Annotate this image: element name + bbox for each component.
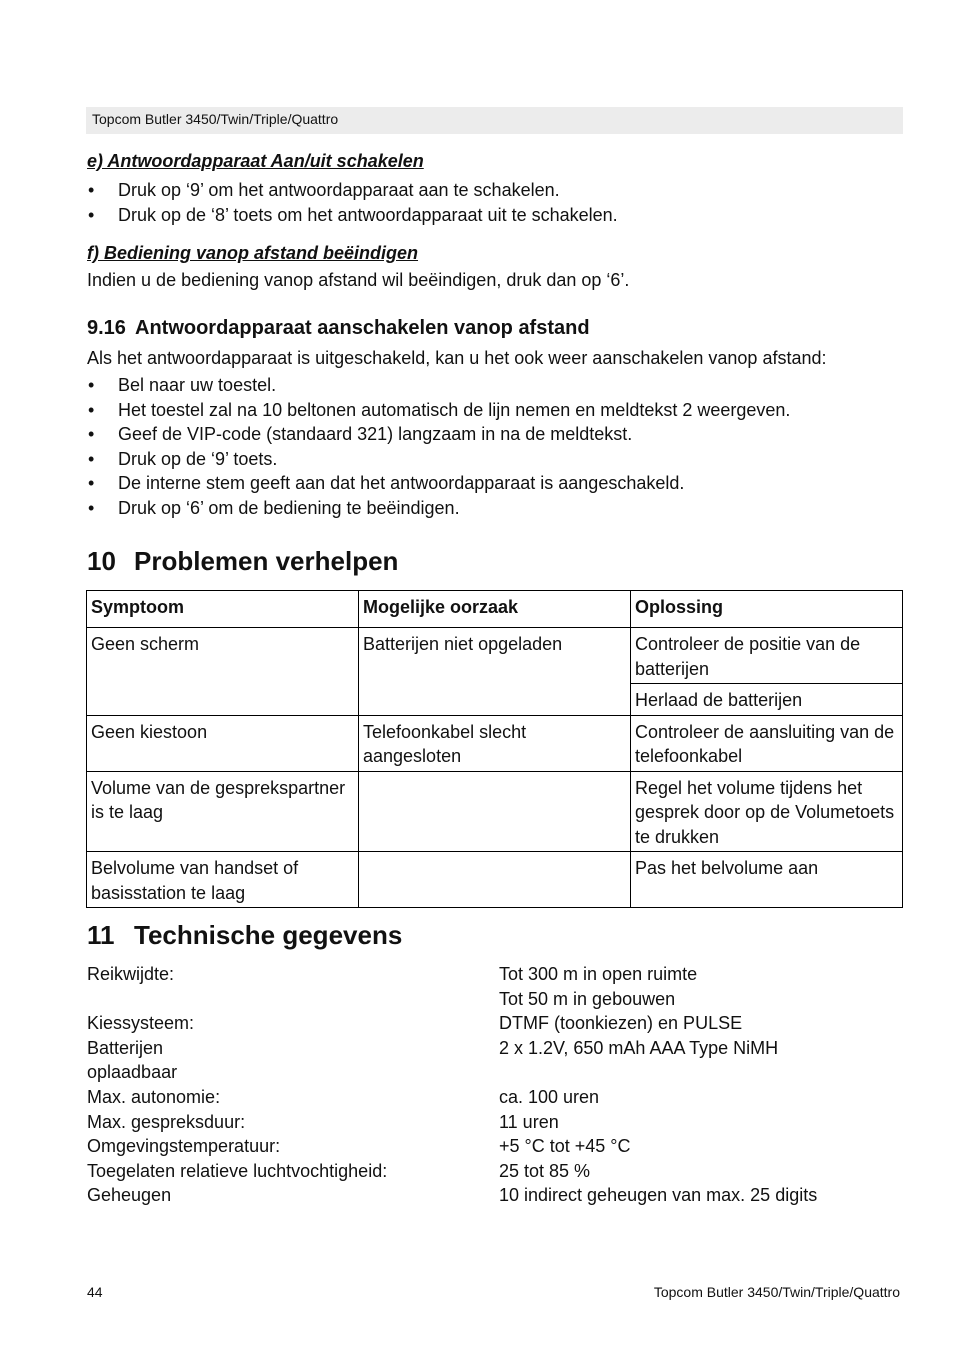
table-cell: Herlaad de batterijen xyxy=(631,684,903,716)
spec-value: DTMF (toonkiezen) en PULSE xyxy=(499,1013,743,1034)
spec-value: 2 x 1.2V, 650 mAh AAA Type NiMH xyxy=(499,1037,779,1058)
list-item: • Druk op de ‘9’ toets. xyxy=(87,447,907,472)
table-header-row xyxy=(87,591,903,628)
section-title: Technische gegevens xyxy=(134,920,403,950)
section-title: Antwoordapparaat aanschakelen vanop afstand xyxy=(135,317,590,339)
table-cell: Controleer de positie van de batterijen xyxy=(631,628,903,684)
table-cell: Controleer de aansluiting van de telefoonkabel xyxy=(631,715,903,771)
spec-label: oplaadbaar xyxy=(87,1062,178,1083)
spec-label: Max. autonomie: xyxy=(87,1086,221,1107)
section-11-heading xyxy=(87,920,402,951)
table-row xyxy=(87,771,903,852)
spec-label: Batterijen xyxy=(87,1037,164,1058)
section-916-intro: Als het antwoordapparaat is uitgeschakeld, kan u het ook weer aanschakelen vanop afstand: xyxy=(87,348,827,368)
spec-value: 25 tot 85 % xyxy=(499,1160,591,1181)
spec-label: Geheugen xyxy=(87,1185,172,1206)
table-cell: Telefoonkabel slecht aangesloten xyxy=(359,715,631,771)
table-header: Oplossing xyxy=(631,591,903,628)
section-916-heading xyxy=(87,317,590,340)
spec-value: Tot 300 m in open ruimte xyxy=(499,964,698,984)
spec-values xyxy=(499,962,817,1208)
list-item: • Druk op de ‘8’ toets om het antwoordapparaat uit te schakelen. xyxy=(87,203,907,228)
spec-label: Max. gespreksduur: xyxy=(87,1111,246,1132)
table-header: Mogelijke oorzaak xyxy=(359,591,631,628)
section-f-title: f) Bediening vanop afstand beëindigen xyxy=(87,243,419,263)
list-item: • Geef de VIP-code (standaard 321) langzaam in na de meldtekst. xyxy=(87,422,907,447)
list-item: • Bel naar uw toestel. xyxy=(87,373,907,398)
spec-label: Omgevingstemperatuur: xyxy=(87,1136,281,1157)
page-header xyxy=(86,107,903,134)
spec-label: Reikwijdte: xyxy=(87,964,175,984)
table-cell: Geen scherm xyxy=(87,628,359,716)
table-cell: Belvolume van handset of basisstation te laag xyxy=(87,852,359,908)
troubleshooting-table xyxy=(86,590,903,908)
section-number: 9.16 xyxy=(87,317,126,339)
table-cell: Geen kiestoon xyxy=(87,715,359,771)
section-number: 11 xyxy=(87,920,115,950)
spec-value: ca. 100 uren xyxy=(499,1086,600,1107)
table-row xyxy=(87,628,903,684)
table-cell: Pas het belvolume aan xyxy=(631,852,903,908)
spec-label-empty xyxy=(87,987,387,1012)
list-item: • Druk op ‘9’ om het antwoordapparaat aan te schakelen. xyxy=(87,178,907,203)
spec-label: Toegelaten relatieve luchtvochtigheid: xyxy=(87,1160,388,1181)
list-item: • Druk op ‘6’ om de bediening te beëindigen. xyxy=(87,496,907,521)
section-f-text: Indien u de bediening vanop afstand wil beëindigen, druk dan op ‘6’. xyxy=(87,270,630,290)
list-item: • Het toestel zal na 10 beltonen automatisch de lijn nemen en meldtekst 2 weergeven. xyxy=(87,398,907,423)
table-cell xyxy=(359,771,631,852)
spec-label: Kiessysteem: xyxy=(87,1013,195,1034)
table-row xyxy=(87,852,903,908)
table-cell: Batterijen niet opgeladen xyxy=(359,628,631,716)
spec-value-empty xyxy=(499,1060,817,1085)
header-title: Topcom Butler 3450/Twin/Triple/Quattro xyxy=(92,111,339,127)
spec-value: 10 indirect geheugen van max. 25 digits xyxy=(499,1185,818,1206)
list-item: • De interne stem geeft aan dat het antwoordapparaat is aangeschakeld. xyxy=(87,471,907,496)
section-e-list xyxy=(87,178,907,227)
table-row xyxy=(87,715,903,771)
spec-value: 11 uren xyxy=(499,1111,559,1132)
spec-labels xyxy=(87,962,387,1208)
section-916-list xyxy=(87,373,907,521)
spec-value: +5 °C tot +45 °C xyxy=(499,1136,631,1157)
section-title: Problemen verhelpen xyxy=(134,546,399,576)
section-number: 10 xyxy=(87,546,116,576)
table-cell: Regel het volume tijdens het gesprek door op de Volumetoets te drukken xyxy=(631,771,903,852)
page-number: 44 xyxy=(87,1284,103,1300)
footer-title: Topcom Butler 3450/Twin/Triple/Quattro xyxy=(653,1284,900,1300)
spec-value: Tot 50 m in gebouwen xyxy=(499,988,676,1009)
table-cell: Volume van de gesprekspartner is te laag xyxy=(87,771,359,852)
section-10-heading xyxy=(87,546,398,577)
table-cell xyxy=(359,852,631,908)
table-header: Symptoom xyxy=(87,591,359,628)
section-e-title: e) Antwoordapparaat Aan/uit schakelen xyxy=(87,151,424,171)
